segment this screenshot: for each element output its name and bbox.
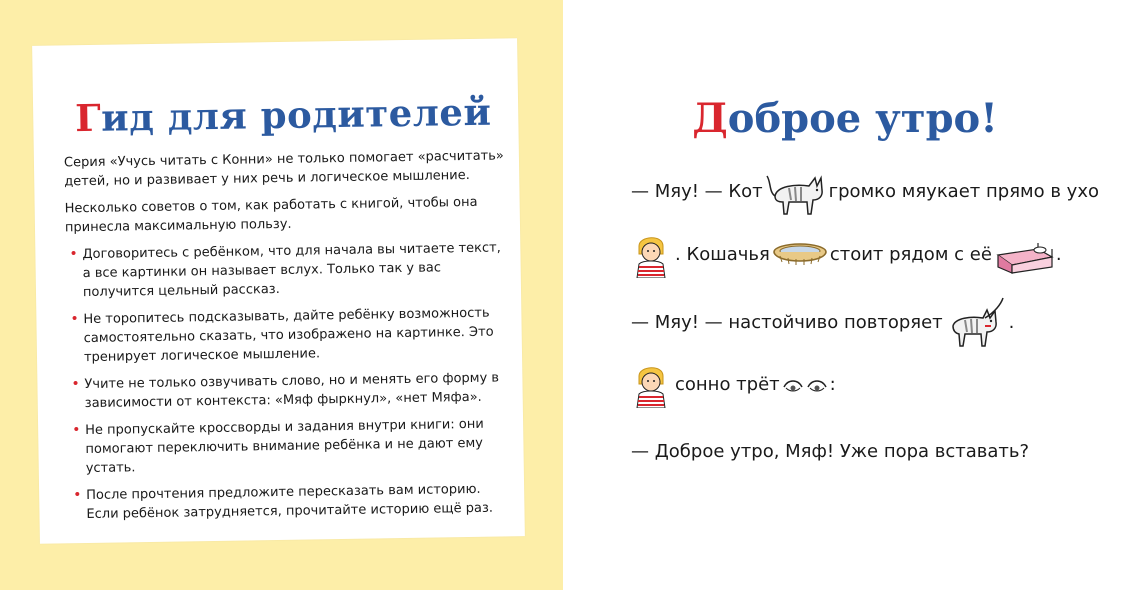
bullet: •: [72, 422, 81, 439]
tip-item: • После прочтения предложите пересказать вам историю. Если ребёнок затрудняется, прочитайте историю ещё раз.: [73, 481, 494, 523]
tip-item: • Договоритесь с ребёнком, что для начала вы читаете текст, а все картинки он называет вслух. Только так у вас получится цельный рассказ.: [69, 240, 501, 301]
girl-icon: [629, 232, 673, 278]
girl-icon: [629, 362, 673, 408]
bullet: •: [71, 376, 80, 393]
guide-intro-1: Серия «Учусь читать с Конни» не только помогает «расчитать» детей, но и развивает у них речь и логическое мышление.: [63, 148, 504, 190]
story-title: Доброе утро!: [692, 95, 998, 142]
tip-item: • Не пропускайте кроссворды и задания внутри книги: они помогают переключить внимание ребёнка и не дают ему устать.: [72, 416, 484, 477]
story-line-2: . Кошачья стоит рядом с её .: [629, 232, 1064, 278]
cat-icon: [765, 166, 827, 218]
bullet: •: [73, 487, 82, 504]
tips-list: [65, 238, 509, 524]
basket-icon: [772, 240, 828, 270]
right-page: [563, 0, 1127, 590]
tip-item: • Не торопитесь подсказывать, дайте ребёнку возможность самостоятельно сказать, что изображено на картинке. Это тренирует логическое мышление.: [70, 305, 494, 366]
story-line-5: — Доброе утро, Мяф! Уже пора вставать?: [631, 441, 1030, 462]
bullet: •: [69, 246, 78, 263]
parents-guide-card: [32, 38, 525, 544]
guide-intro-2: Несколько советов о том, как работать с книгой, чтобы она принесла максимальную пользу.: [64, 194, 478, 236]
story-line-3: — Мяу! — настойчиво повторяет .: [629, 296, 1016, 350]
bed-icon: [994, 235, 1054, 275]
cat-icon: [945, 296, 1007, 350]
story-line-1: — Мяу! — Кот громко мяукает прямо в ухо: [629, 166, 1101, 218]
story-line-4: сонно трёт :: [629, 362, 838, 408]
tip-item: • Учите не только озвучивать слово, но и менять его форму в зависимости от контекста: «Мяф фыркнул», «нет Мяфа».: [71, 370, 500, 412]
eyes-icon: [782, 373, 828, 397]
bullet: •: [70, 311, 79, 328]
left-page: [0, 0, 563, 590]
guide-title: Гид для родителей: [74, 89, 492, 141]
